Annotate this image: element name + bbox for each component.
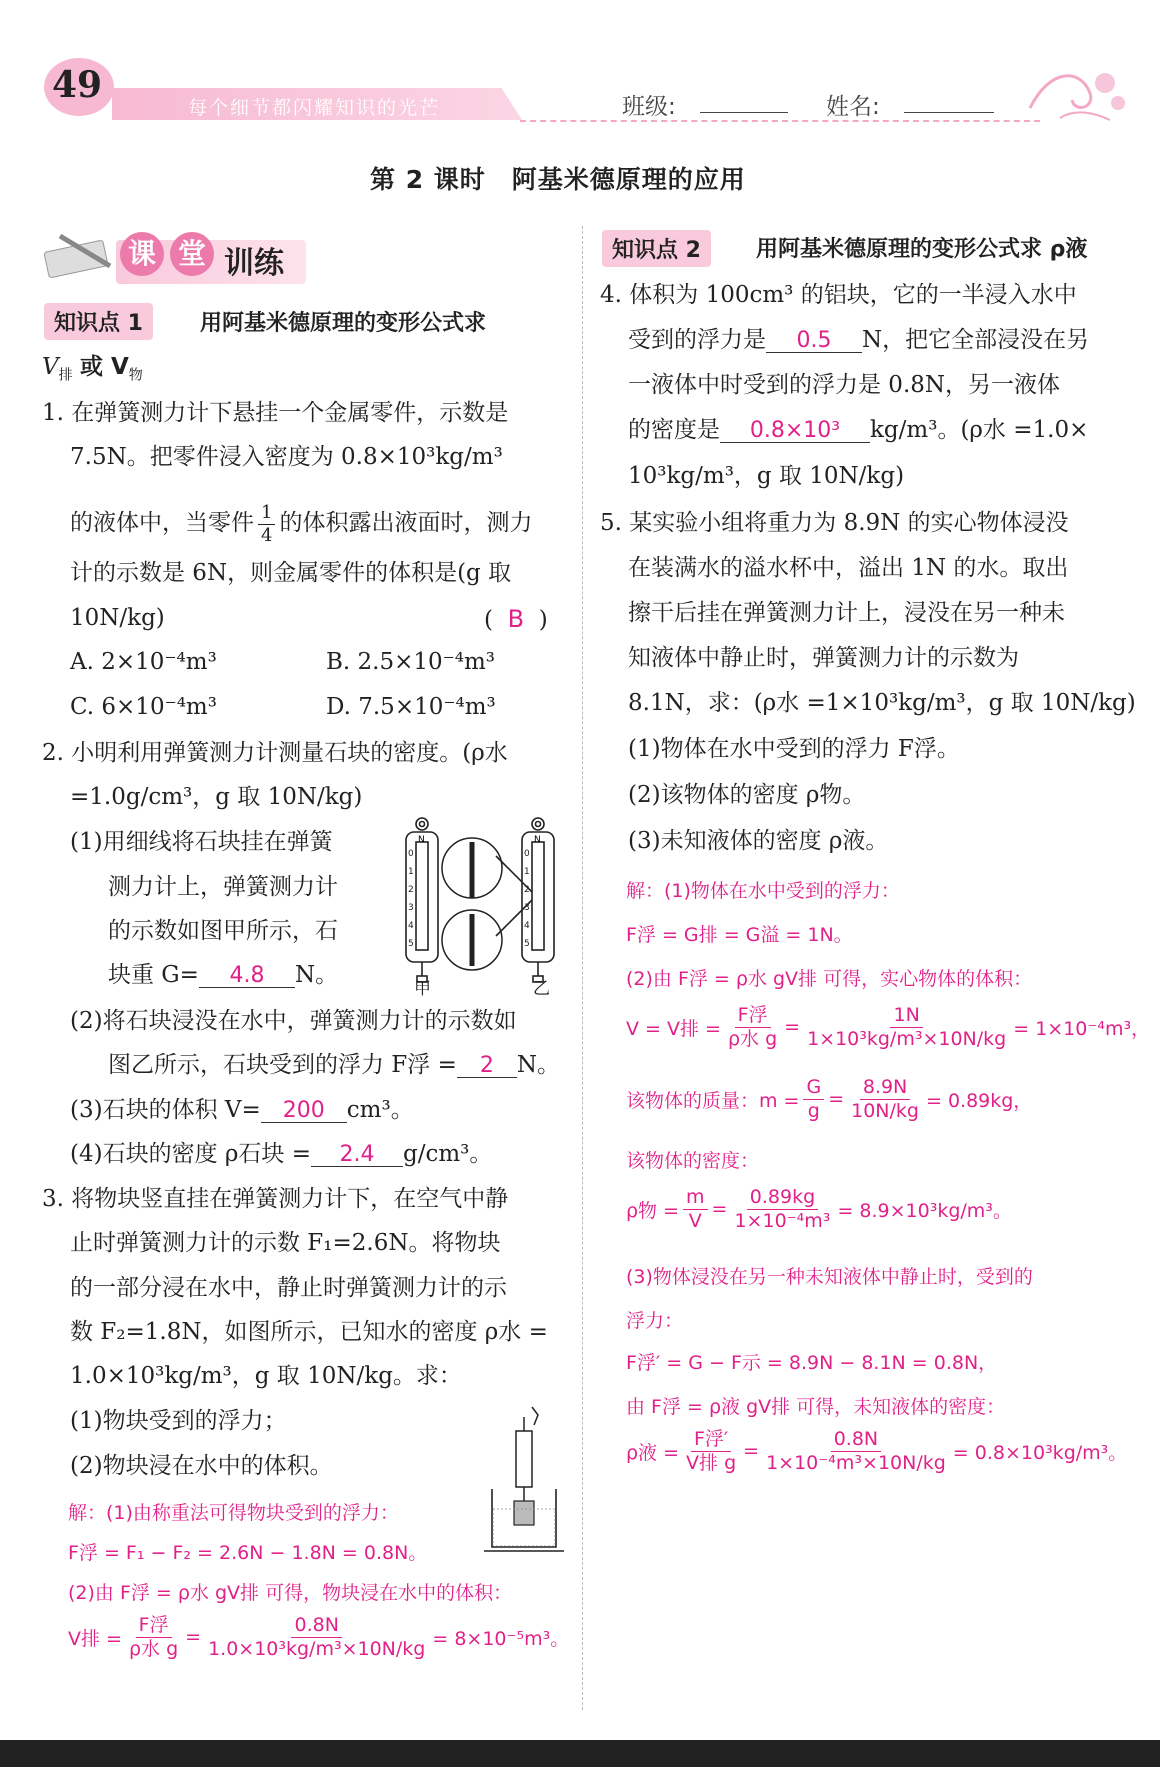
q1-answer: B [507,605,525,633]
q4-line3: 一液体中时受到的浮力是 0.8N，另一液体 [628,372,1061,398]
svg-text:4: 4 [408,921,414,931]
q5-solution-12: ρ液 = $\frac{\text{F浮′}}{\text{V排 g}}$ = $\frac{0.8N}{\text{1×10⁻⁴m³×10N/kg}}$ = 0.8×10³kg/m³。 [626,1428,1128,1474]
q4-line2: 受到的浮力是 0.5 N，把它全部浸没在另 [628,327,1090,353]
svg-text:0: 0 [408,849,414,859]
q5-line3: 擦干后挂在弹簧测力计上，浸没在另一种未 [628,600,1065,626]
q2-answer-1[interactable]: 4.8 [199,965,295,988]
name-label: 姓名: [826,94,880,120]
svg-text:0: 0 [524,849,530,859]
svg-text:N: N [534,835,541,845]
figure-label-b: 乙 [533,979,550,999]
class-field[interactable] [700,112,788,113]
q3-part2: (2)物块浸在水中的体积。 [70,1453,333,1479]
q1-line5: 10N/kg) [70,605,165,631]
svg-text:1: 1 [524,867,530,877]
spring-scale-figure [398,816,564,996]
svg-text:5: 5 [524,939,530,949]
q2-part3: (3)石块的体积 V= 200 cm³。 [70,1097,414,1123]
q5-solution-9: 浮力： [626,1310,684,1332]
q2-answer-4[interactable]: 2.4 [311,1144,403,1167]
q3-line3: 的一部分浸在水中，静止时弹簧测力计的示 [70,1275,507,1301]
q5-line2: 在装满水的溢水杯中，溢出 1N 的水。取出 [628,555,1069,581]
q5-solution-3: (2)由 F浮 = ρ水 gV排 可得，实心物体的体积： [626,968,1033,990]
q2-part4: (4)石块的密度 ρ石块 = 2.4 g/cm³。 [70,1141,493,1167]
floral-ornament-icon [1020,58,1130,128]
kp2-tag: 知识点 2 [602,230,711,267]
section-label-circle-a: 课 [120,232,164,276]
q4-line1: 4. 体积为 100cm³ 的铝块，它的一半浸入水中 [600,282,1077,308]
q2-answer-3[interactable]: 200 [261,1100,347,1123]
q5-solution-2: F浮 = G排 = G溢 = 1N。 [626,924,853,946]
kp1-title-line2: $V_排$ 或 $V_物$ [42,354,143,384]
svg-text:N: N [418,835,425,845]
header-motto: 每个细节都闪耀知识的光芒 [188,97,441,119]
svg-text:3: 3 [408,903,414,913]
q5-solution-6: 该物体的密度： [626,1150,760,1172]
svg-text:4: 4 [524,921,530,931]
q5-solution-4: V = V排 = $\frac{\text{F浮}}{\text{ρ水 g}}$ = $\frac{1N}{\text{1×10³kg/m³×10N/kg}}$ = 1×10⁻⁴m³， [626,1004,1151,1050]
column-divider [582,226,583,1710]
q5-line5: 8.1N，求：(ρ水 =1×10³kg/m³，g 取 10N/kg) [628,690,1136,716]
q5-line4: 知液体中静止时，弹簧测力计的示数为 [628,645,1019,671]
q2-part2-b: 图乙所示，石块受到的浮力 F浮 = 2 N。 [108,1052,560,1078]
section-label-circle-b: 堂 [170,232,214,276]
q2-answer-2[interactable]: 2 [457,1055,517,1078]
q1-line3: 的液体中，当零件 $\frac{1}{4}$ 的体积露出液面时，测力 [70,502,533,546]
q2-part1-d: 块重 G= 4.8 N。 [108,962,339,988]
lesson-title: 第 2 课时 阿基米德原理的应用 [370,165,746,194]
kp1-title: 用阿基米德原理的变形公式求 [200,311,487,336]
q1-fraction: $\frac{1}{4}$ [258,502,275,546]
kp2-title: 用阿基米德原理的变形公式求 ρ液 [756,237,1088,262]
q3-line1: 3. 将物块竖直挂在弹簧测力计下，在空气中静 [42,1186,509,1212]
header-dash-line [520,120,1040,122]
svg-text:2: 2 [524,885,530,895]
q3-line4: 数 F₂=1.8N，如图所示，已知水的密度 ρ水 = [70,1319,548,1345]
notebook-pen-icon [40,226,120,282]
q3-solution-2: F浮 = F₁ − F₂ = 2.6N − 1.8N = 0.8N。 [68,1542,428,1564]
svg-text:5: 5 [408,939,414,949]
class-label: 班级: [622,94,676,120]
q1-answer-bracket: ( B ) [484,605,548,633]
bottom-bar [0,1740,1160,1767]
q1-option-d[interactable]: D. 7.5×10⁻⁴m³ [326,694,496,720]
q5-solution-7: ρ物 = $\frac{m}{V}$ = $\frac{0.89kg}{\text{1×10⁻⁴m³}}$ = 8.9×10³kg/m³。 [626,1186,1012,1232]
beaker-figure [484,1405,564,1555]
q1-option-b[interactable]: B. 2.5×10⁻⁴m³ [326,649,496,675]
q5-solution-11: 由 F浮 = ρ液 gV排 可得，未知液体的密度： [626,1396,1006,1418]
q1-line4: 计的示数是 6N，则金属零件的体积是(g 取 [70,560,512,586]
q5-part1: (1)物体在水中受到的浮力 F浮。 [628,736,960,762]
q5-part3: (3)未知液体的密度 ρ液。 [628,828,889,854]
q3-line2: 止时弹簧测力计的示数 F₁=2.6N。将物块 [70,1230,501,1256]
q1-line1: 1. 在弹簧测力计下悬挂一个金属零件，示数是 [42,400,509,426]
q4-line4: 的密度是 0.8×10³ kg/m³。(ρ水 =1.0× [628,417,1089,443]
q2-line2: =1.0g/cm³，g 取 10N/kg) [70,784,363,810]
kp1-tag: 知识点 1 [44,303,153,340]
q5-solution-10: F浮′ = G − F示 = 8.9N − 8.1N = 0.8N， [626,1352,998,1374]
svg-text:1: 1 [408,867,414,877]
section-label: 训练 [224,246,284,281]
q2-part2-a: (2)将石块浸没在水中，弹簧测力计的示数如 [70,1008,517,1034]
q2-part1-b: 测力计上，弹簧测力计 [108,874,338,900]
q5-solution-5: 该物体的质量：m = $\frac{G}{g}$ = $\frac{8.9N}{10N/kg}$ = 0.89kg， [626,1076,1033,1122]
svg-text:2: 2 [408,885,414,895]
q2-line1: 2. 小明利用弹簧测力计测量石块的密度。(ρ水 [42,740,508,766]
q3-solution-3: (2)由 F浮 = ρ水 gV排 可得，物块浸在水中的体积： [68,1582,513,1604]
q2-part1-c: 的示数如图甲所示，石 [108,918,338,944]
q3-line5: 1.0×10³kg/m³，g 取 10N/kg。求： [70,1363,462,1389]
q2-part1-a: (1)用细线将石块挂在弹簧 [70,829,333,855]
q1-option-c[interactable]: C. 6×10⁻⁴m³ [70,694,217,720]
q5-line1: 5. 某实验小组将重力为 8.9N 的实心物体浸没 [600,510,1069,536]
q1-option-a[interactable]: A. 2×10⁻⁴m³ [70,649,217,675]
q4-answer-1[interactable]: 0.5 [766,330,862,353]
figure-label-a: 甲 [414,979,431,999]
q5-part2: (2)该物体的密度 ρ物。 [628,782,866,808]
page-number: 49 [52,64,103,106]
scale-b [496,818,554,982]
q4-line5: 10³kg/m³，g 取 10N/kg) [628,463,905,489]
q5-solution-8: (3)物体浸没在另一种未知液体中静止时，受到的 [626,1266,1033,1288]
q3-part1: (1)物块受到的浮力； [70,1408,287,1434]
q5-solution-1: 解：(1)物体在水中受到的浮力： [626,880,900,902]
q4-answer-2[interactable]: 0.8×10³ [720,420,870,443]
q3-solution-1: 解：(1)由称重法可得物块受到的浮力： [68,1502,399,1524]
q1-line2: 7.5N。把零件浸入密度为 0.8×10³kg/m³ [70,444,503,470]
q3-solution-4: V排 = $\frac{\text{F浮}}{\text{ρ水 g}}$ = $\frac{0.8N}{\text{1.0×10³kg/m³×10N/kg}}$ = 8×10⁻⁵m³。 [68,1614,570,1660]
name-field[interactable] [904,112,994,113]
svg-text:3: 3 [524,903,530,913]
